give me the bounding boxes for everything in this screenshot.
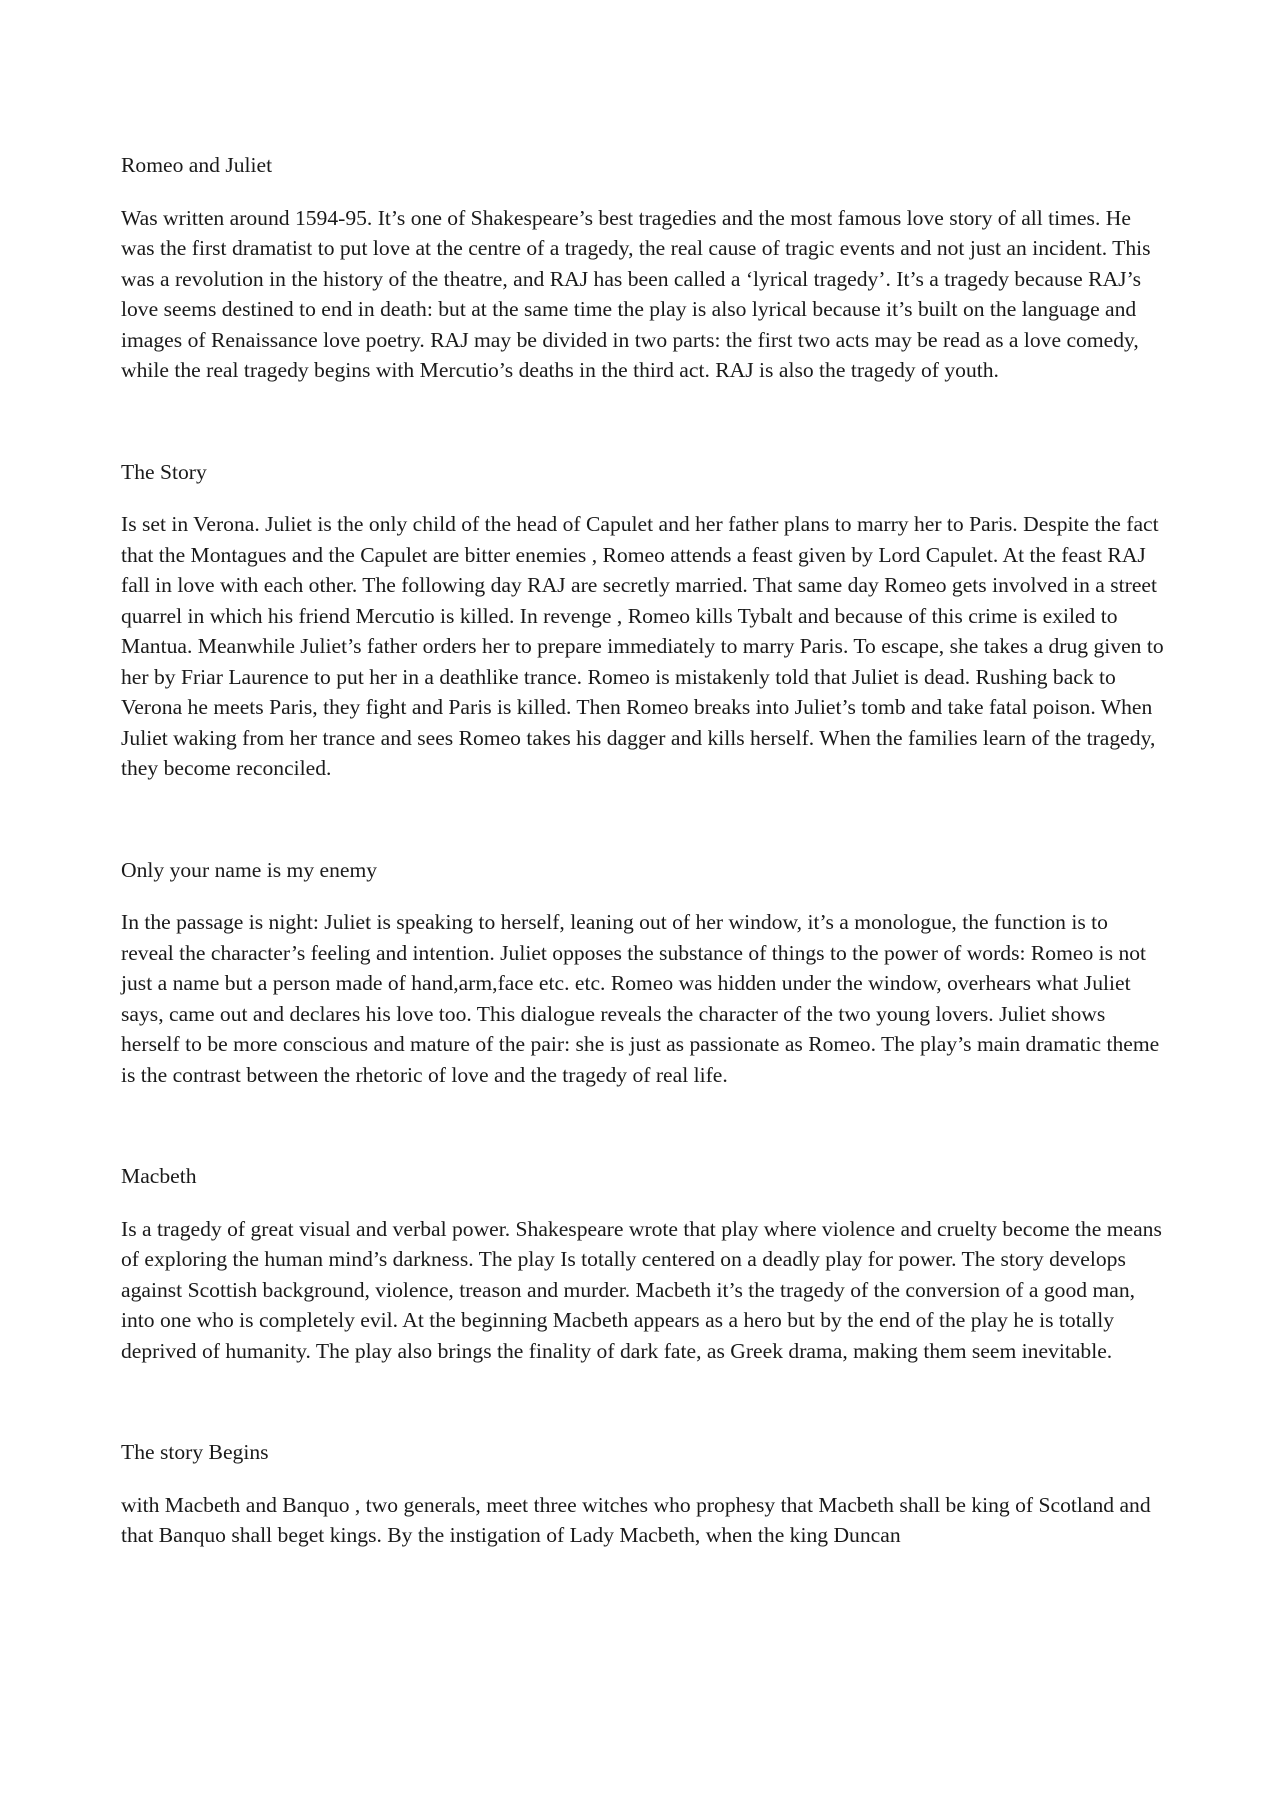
section-heading: Macbeth: [121, 1164, 197, 1188]
section-the-story-begins: [121, 1437, 1166, 1551]
section-paragraph: Was written around 1594-95. It’s one of Shakespeare’s best tragedies and the most famous love story of all times. He was the first dramatist to put love at the centre of a tragedy, the real cause of tragic events and not just an incident. This was a revolution in the history of the theatre, and RAJ has been called a ‘lyrical tragedy’. It’s a tragedy because RAJ’s love seems destined to end in death: but at the same time the play is also lyrical because it’s built on the language and images of Renaissance love poetry. RAJ may be divided in two parts: the first two acts may be read as a love comedy, while the real tragedy begins with Mercutio’s deaths in the third act. RAJ is also the tragedy of youth.: [121, 205, 1151, 382]
section-the-story: [121, 457, 1166, 784]
section-heading: Romeo and Juliet: [121, 153, 273, 177]
section-romeo-and-juliet: [121, 150, 1166, 386]
section-paragraph: Is a tragedy of great visual and verbal power. Shakespeare wrote that play where violence and cruelty become the means of exploring the human mind’s darkness. The play Is totally centered on a deadly play for power. The story develops against Scottish background, violence, treason and murder. Macbeth it’s the tragedy of the conversion of a good man, into one who is completely evil. At the beginning Macbeth appears as a hero but by the end of the play he is totally deprived of humanity. The play also brings the finality of dark fate, as Greek drama, making them seem inevitable.: [121, 1216, 1162, 1363]
section-paragraph: Is set in Verona. Juliet is the only child of the head of Capulet and her father plans to marry her to Paris. Despite the fact that the Montagues and the Capulet are bitter enemies , Romeo attends a feast given by Lord Capulet. At the feast RAJ fall in love with each other. The following day RAJ are secretly married. That same day Romeo gets involved in a street quarrel in which his friend Mercutio is killed. In revenge , Romeo kills Tybalt and because of this crime is exiled to Mantua. Meanwhile Juliet’s father orders her to prepare immediately to marry Paris. To escape, she takes a drug given to her by Friar Laurence to put her in a deathlike trance. Romeo is mistakenly told that Juliet is dead. Rushing back to Verona he meets Paris, they fight and Paris is killed. Then Romeo breaks into Juliet’s tomb and take fatal poison. When Juliet waking from her trance and sees Romeo takes his dagger and kills herself. When the families learn of the tragedy, they become reconciled.: [121, 512, 1164, 780]
section-only-your-name: [121, 855, 1166, 1091]
section-heading: The Story: [121, 459, 207, 484]
section-heading: Only your name is my enemy: [121, 857, 378, 882]
section-spacer: [121, 1090, 1166, 1161]
section-heading: The story Begins: [121, 1440, 269, 1464]
section-paragraph: In the passage is night: Juliet is speaking to herself, leaning out of her window, it’s a monologue, the function is to reveal the character’s feeling and intention. Juliet opposes the substance of things to the power of words: Romeo is not just a name but a person made of hand,arm,face etc. etc. Romeo was hidden under the window, overhears what Juliet says, came out and declares his love too. This dialogue reveals the character of the two young lovers. Juliet shows herself to be more conscious and mature of the pair: she is just as passionate as Romeo. The play’s main dramatic theme is the contrast between the rhetoric of love and the tragedy of real life.: [121, 910, 1160, 1087]
section-paragraph: with Macbeth and Banquo , two generals, meet three witches who prophesy that Macbeth shall be king of Scotland and that Banquo shall beget kings. By the instigation of Lady Macbeth, when the king Duncan: [121, 1492, 1151, 1547]
section-spacer: [121, 386, 1166, 457]
section-spacer: [121, 784, 1166, 855]
section-spacer: [121, 1366, 1166, 1437]
document-page: [121, 150, 1166, 1551]
section-macbeth: [121, 1161, 1166, 1366]
